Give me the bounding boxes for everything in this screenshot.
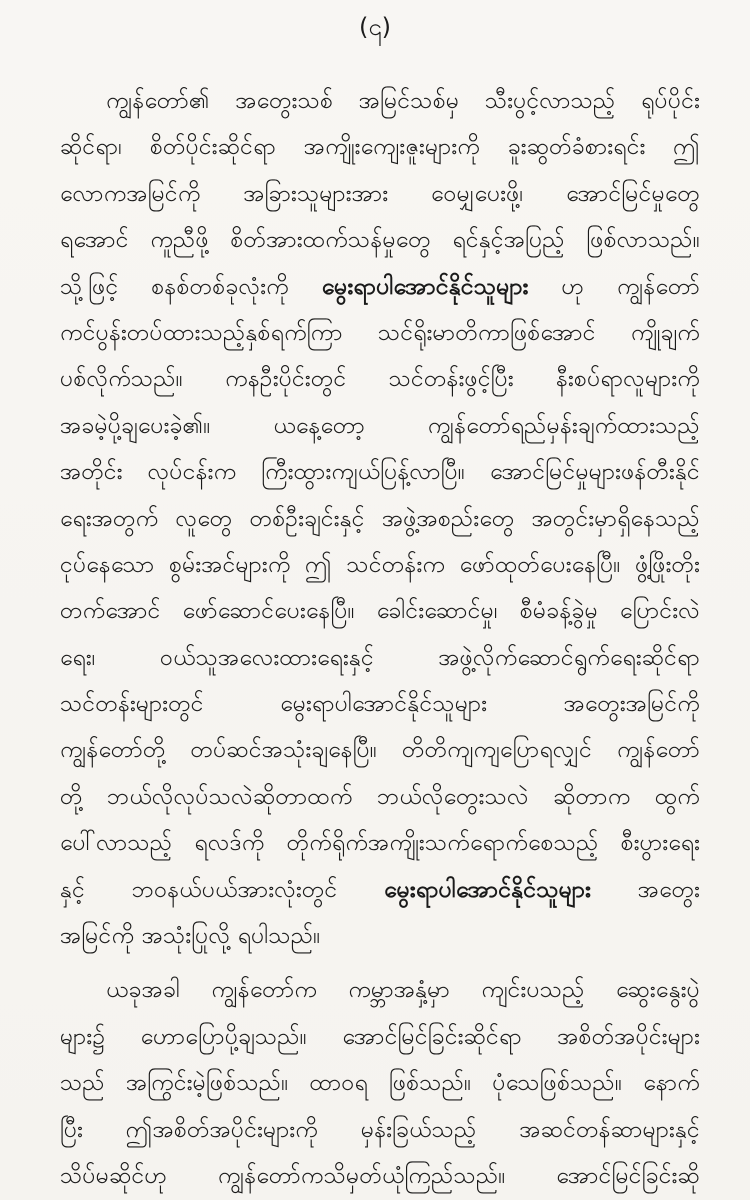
text-line: ပေါ်လာသည့် ရလဒ်ကို တိုက်ရိုက်အကျိုးသက်ရောက်စေသည့် စီးပွားရေး <box>60 830 700 857</box>
text-line: ဆိုင်ရာ၊ စိတ်ပိုင်းဆိုင်ရာ အကျိုးကျေးဇူးများကို ခူးဆွတ်ခံစားရင်း ဤ <box>60 134 700 161</box>
text-line: တို့ ဘယ်လိုလုပ်သလဲဆိုတာထက် ဘယ်လိုတွေးသလဲ ဆိုတာက ထွက် <box>60 783 700 810</box>
text-line: ကျွန်တော်၏ အတွေးသစ် အမြင်သစ်မှ သီးပွင့်လာသည့် ရုပ်ပိုင်း <box>106 88 700 114</box>
text-line: ကျွန်တော်တို့ တပ်ဆင်အသုံးချနေပြီ။ တိတိကျကျပြောရလျှင် ကျွန်တော် <box>60 737 700 764</box>
text-line <box>60 867 700 913</box>
text-line: ပစ်လိုက်သည်။ ကနဦးပိုင်းတွင် သင်တန်းဖွင့်ပြီး နီးစပ်ရာလူများကို <box>60 366 700 393</box>
text-line: များ၌ ဟောပြောပို့ချသည်။ အောင်မြင်ခြင်းဆိုင်ရာ အစိတ်အပိုင်းများ <box>60 1023 700 1050</box>
text-fragment: အတွေး <box>591 876 700 903</box>
text-fragment: အတွေးအမြင်ကို <box>487 691 700 718</box>
text-line: ပြီး ဤအစိတ်အပိုင်းများကို မှန်းခြယ်သည့် အဆင်တန်ဆာများနှင့် <box>60 1116 700 1143</box>
text-fragment: သင်တန်းများတွင် <box>60 691 281 718</box>
text-line: လောကအမြင်ကို အခြားသူများအား ဝေမျှပေးဖို့၊ အောင်မြင်မှုတွေ <box>60 180 700 207</box>
text-line: အမြင်ကို အသုံးပြုလို့ ရပါသည်။ <box>60 923 321 950</box>
body-text <box>60 78 700 1199</box>
text-line: သည် အကြွင်းမဲ့ဖြစ်သည်။ ထာဝရ ဖြစ်သည်။ ပုံသေဖြစ်သည်။ နောက် <box>60 1070 700 1097</box>
text-line: ရေးအတွက် လူတွေ တစ်ဦးချင်းနှင့် အဖွဲ့အစည်းတွေ အတွင်းမှာရှိနေသည့် <box>60 505 700 532</box>
text-fragment: နှင့် ဘဝနယ်ပယ်အားလုံးတွင် <box>60 876 385 903</box>
bold-title: မွေးရာပါအောင်နိုင်သူများ <box>384 876 592 903</box>
title-reference: မွေးရာပါအောင်နိုင်သူများ <box>280 691 488 718</box>
page-number: (၎) <box>358 13 392 41</box>
text-line: သိပ်မဆိုင်ဟု ကျွန်တော်ကသိမှတ်ယုံကြည်သည်။ အောင်မြင်ခြင်းဆို <box>60 1162 700 1189</box>
text-line <box>60 681 700 727</box>
text-fragment: သို့ဖြင့် စနစ်တစ်ခုလုံးကို <box>60 273 322 300</box>
text-line: ရအောင် ကူညီဖို့ စိတ်အားထက်သန်မှုတွေ ရင်နှင့်အပြည့် ဖြစ်လာသည်။ <box>60 227 700 254</box>
text-line: ငုပ်နေသော စွမ်းအင်များကို ဤ သင်တန်းက ဖော်ထုတ်ပေးနေပြီ။ ဖွံ့ဖြိုးတိုး <box>60 551 700 578</box>
text-line <box>60 264 700 310</box>
text-line: အခမဲ့ပို့ချပေးခဲ့၏။ ယနေ့တော့ ကျွန်တော်ရည်မှန်းချက်ထားသည့် <box>60 412 700 439</box>
text-line: ယခုအခါ ကျွန်တော်က ကမ္ဘာအနှံ့မှာ ကျင်းပသည့် ဆွေးနွေးပွဲ <box>106 977 700 1004</box>
bold-title: မွေးရာပါအောင်နိုင်သူများ <box>321 273 529 300</box>
text-line: ရေး၊ ဝယ်သူအလေးထားရေးနှင့် အဖွဲ့လိုက်ဆောင်ရွက်ရေးဆိုင်ရာ <box>60 644 700 671</box>
text-fragment: ဟု ကျွန်တော် <box>528 273 700 300</box>
text-line: ကင်ပွန်းတပ်ထားသည့်နှစ်ရက်ကြာ သင်ရိုးမာတိကာဖြစ်အောင် ကျိုချက် <box>60 319 700 346</box>
text-line: အတိုင်း လုပ်ငန်းက ကြီးထွားကျယ်ပြန့်လာပြီ။ အောင်မြင်မှုများဖန်တီးနိုင် <box>60 459 700 486</box>
text-line: တက်အောင် ဖော်ဆောင်ပေးနေပြီ။ ခေါင်းဆောင်မှု၊ စီမံခန့်ခွဲမှု ပြောင်းလဲ <box>60 598 700 625</box>
